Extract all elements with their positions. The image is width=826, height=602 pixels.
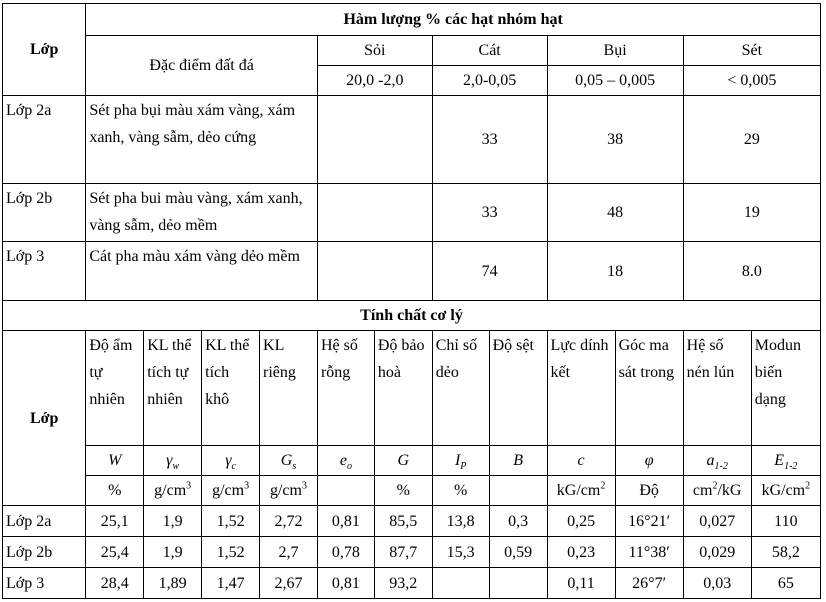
grain-row-set: 19 <box>683 184 820 242</box>
mech-col-symbol-main: E <box>774 452 785 469</box>
group-cat-header: Cát <box>432 36 547 66</box>
mech-col-unit <box>144 476 202 506</box>
mech-col-symbol-main: γ <box>225 452 232 469</box>
grain-row-layer: Lớp 3 <box>3 242 86 301</box>
mech-row-value: 0,027 <box>683 506 751 537</box>
mech-col-symbol-main: γ <box>166 452 173 469</box>
grain-row <box>3 184 821 242</box>
mech-col-symbol-main: φ <box>644 452 654 469</box>
mech-col-symbol-main: e <box>339 452 347 469</box>
mech-col-unit-sup: 3 <box>186 480 192 492</box>
mech-row-value: 0,81 <box>317 506 374 537</box>
mech-col-name: KL riêng <box>260 331 318 446</box>
mech-row-value: 58,2 <box>751 537 820 568</box>
mech-col-symbol-sub: w <box>172 461 180 473</box>
mech-layer-header: Lớp <box>3 331 86 506</box>
mech-row-value: 15,3 <box>432 537 489 568</box>
mech-row-value: 16°21′ <box>615 506 683 537</box>
mech-col-symbol-sub: P <box>460 461 467 473</box>
mech-col-unit-sup: 2 <box>600 480 606 492</box>
mech-col-symbol <box>260 446 318 476</box>
mech-col-unit <box>489 476 547 506</box>
mech-row-value: 0,03 <box>683 568 751 599</box>
mech-col-unit-main: kG/cm <box>556 482 601 499</box>
grain-row-desc: Cát pha màu xám vàng dẻo mềm <box>86 242 318 301</box>
mech-row-value: 0,81 <box>317 568 374 599</box>
mech-col-unit-main: g/cm <box>154 482 187 499</box>
mech-col-name: Hệ số nén lún <box>683 331 751 446</box>
mech-col-unit <box>683 476 751 506</box>
mech-col-symbol <box>86 446 144 476</box>
mech-row-value: 2,67 <box>260 568 318 599</box>
mech-row-value: 2,72 <box>260 506 318 537</box>
mech-col-unit <box>615 476 683 506</box>
mech-row-value: 0,59 <box>489 537 547 568</box>
group-cat-range: 2,0-0,05 <box>432 66 547 96</box>
mech-row-value: 28,4 <box>86 568 144 599</box>
mech-title: Tính chất cơ lý <box>3 301 821 331</box>
mech-col-name: Độ bảo hoà <box>374 331 432 446</box>
mech-row <box>3 506 821 537</box>
mech-col-name: Độ ẩm tự nhiên <box>86 331 144 446</box>
grain-row <box>3 242 821 301</box>
mech-col-symbol-main: c <box>577 452 585 469</box>
grain-row-soi <box>317 184 432 242</box>
mech-row-value: 65 <box>751 568 820 599</box>
mech-row-value: 13,8 <box>432 506 489 537</box>
grain-row-desc: Sét pha bụi màu xám vàng, xám xanh, vàng sẫm, dẻo cứng <box>86 96 318 184</box>
mech-row-value: 26°7′ <box>615 568 683 599</box>
mech-col-unit-main: % <box>108 482 122 499</box>
mech-row-value: 1,9 <box>144 506 202 537</box>
mech-row-value: 87,7 <box>374 537 432 568</box>
mech-row-value: 0,3 <box>489 506 547 537</box>
mech-col-name: Lực dính kết <box>547 331 615 446</box>
grain-group-title: Hàm lượng % các hạt nhóm hạt <box>86 4 821 36</box>
mech-col-unit-tail: /kG <box>717 482 742 499</box>
mech-row-value: 0,029 <box>683 537 751 568</box>
grain-row-cat: 74 <box>432 242 547 301</box>
mech-row <box>3 568 821 599</box>
mech-row-value: 93,2 <box>374 568 432 599</box>
mech-col-name: Chỉ số dẻo <box>432 331 489 446</box>
mech-row-value: 85,5 <box>374 506 432 537</box>
mech-col-name: Góc ma sát trong <box>615 331 683 446</box>
mech-row-value: 1,9 <box>144 537 202 568</box>
mech-col-name: KL thể tích tự nhiên <box>144 331 202 446</box>
mech-col-unit <box>751 476 820 506</box>
mech-col-name: Hệ số rỗng <box>317 331 374 446</box>
mech-row-value: 1,47 <box>202 568 260 599</box>
mech-row-layer: Lớp 3 <box>3 568 86 599</box>
mech-col-unit-main: kG/cm <box>761 482 806 499</box>
mech-col-unit-main: cm <box>692 482 713 499</box>
mech-col-unit-main: Độ <box>639 482 659 499</box>
mech-col-symbol-main: I <box>454 452 461 469</box>
mech-row-value: 110 <box>751 506 820 537</box>
mech-row-value: 0,11 <box>547 568 615 599</box>
mech-row-value <box>489 568 547 599</box>
mech-col-name: KL thể tích khô <box>202 331 260 446</box>
mech-col-unit <box>374 476 432 506</box>
mech-row-layer: Lớp 2b <box>3 537 86 568</box>
mech-col-unit <box>260 476 318 506</box>
mech-col-name: Modun biến dạng <box>751 331 820 446</box>
mech-col-unit-sup: 2 <box>805 480 811 492</box>
grain-row-bui: 18 <box>547 242 683 301</box>
mech-col-unit <box>317 476 374 506</box>
grain-row-soi <box>317 96 432 184</box>
mech-row-value: 25,4 <box>86 537 144 568</box>
group-bui-header: Bụi <box>547 36 683 66</box>
grain-row-cat: 33 <box>432 184 547 242</box>
mech-col-symbol <box>202 446 260 476</box>
grain-row-set: 8.0 <box>683 242 820 301</box>
grain-row-cat: 33 <box>432 96 547 184</box>
mech-row-value <box>432 568 489 599</box>
mech-col-symbol <box>751 446 820 476</box>
group-set-header: Sét <box>683 36 820 66</box>
mech-col-unit-main: g/cm <box>212 482 245 499</box>
mech-col-unit <box>432 476 489 506</box>
mech-row-value: 1,52 <box>202 506 260 537</box>
mech-col-name: Độ sệt <box>489 331 547 446</box>
mech-row-value: 25,1 <box>86 506 144 537</box>
group-soi-range: 20,0 -2,0 <box>317 66 432 96</box>
mech-row-value: 1,52 <box>202 537 260 568</box>
mech-col-unit <box>86 476 144 506</box>
mech-row-value: 11°38′ <box>615 537 683 568</box>
mech-col-symbol <box>489 446 547 476</box>
soil-properties-table <box>2 3 821 599</box>
mech-row-value: 0,23 <box>547 537 615 568</box>
grain-row-bui: 38 <box>547 96 683 184</box>
group-soi-header: Sỏi <box>317 36 432 66</box>
mech-col-symbol <box>374 446 432 476</box>
mech-row-value: 2,7 <box>260 537 318 568</box>
grain-row-bui: 48 <box>547 184 683 242</box>
mech-col-symbol-sub: o <box>346 461 352 473</box>
mech-col-symbol <box>144 446 202 476</box>
grain-row <box>3 96 821 184</box>
mech-col-symbol <box>547 446 615 476</box>
document-page <box>2 3 822 600</box>
mech-row-value: 1,89 <box>144 568 202 599</box>
grain-row-desc: Sét pha bui màu vàng, xám xanh, vàng sẫm, dẻo mềm <box>86 184 318 242</box>
mech-col-symbol-main: W <box>108 452 122 469</box>
mech-col-symbol <box>432 446 489 476</box>
grain-row-set: 29 <box>683 96 820 184</box>
mech-col-unit-main: % <box>454 482 468 499</box>
mech-col-unit-main: g/cm <box>269 482 302 499</box>
mech-col-symbol-main: G <box>397 452 410 469</box>
mech-row <box>3 537 821 568</box>
mech-col-symbol-main: G <box>280 452 293 469</box>
mech-col-symbol-main: a <box>706 452 715 469</box>
mech-col-symbol-main: B <box>513 452 523 469</box>
mech-col-unit-sup: 3 <box>301 480 307 492</box>
mech-col-unit <box>547 476 615 506</box>
mech-col-unit-main: % <box>396 482 410 499</box>
mech-col-symbol-sub: c <box>231 461 236 473</box>
group-bui-range: 0,05 – 0,005 <box>547 66 683 96</box>
mech-col-symbol-sub: s <box>292 461 297 473</box>
mech-col-unit-sup: 2 <box>712 480 718 492</box>
mech-col-unit <box>202 476 260 506</box>
mech-col-symbol-sub: 1-2 <box>784 461 798 473</box>
mech-col-symbol <box>317 446 374 476</box>
mech-col-symbol <box>615 446 683 476</box>
grain-row-soi <box>317 242 432 301</box>
mech-row-value: 0,25 <box>547 506 615 537</box>
soil-description-header: Đặc điểm đất đá <box>86 36 318 96</box>
mech-col-symbol-sub: 1-2 <box>714 461 728 473</box>
mech-row-layer: Lớp 2a <box>3 506 86 537</box>
mech-row-value: 0,78 <box>317 537 374 568</box>
mech-col-symbol <box>683 446 751 476</box>
grain-row-layer: Lớp 2a <box>3 96 86 184</box>
group-set-range: < 0,005 <box>683 66 820 96</box>
mech-col-unit-sup: 3 <box>244 480 250 492</box>
grain-layer-header: Lớp <box>3 4 86 96</box>
grain-row-layer: Lớp 2b <box>3 184 86 242</box>
